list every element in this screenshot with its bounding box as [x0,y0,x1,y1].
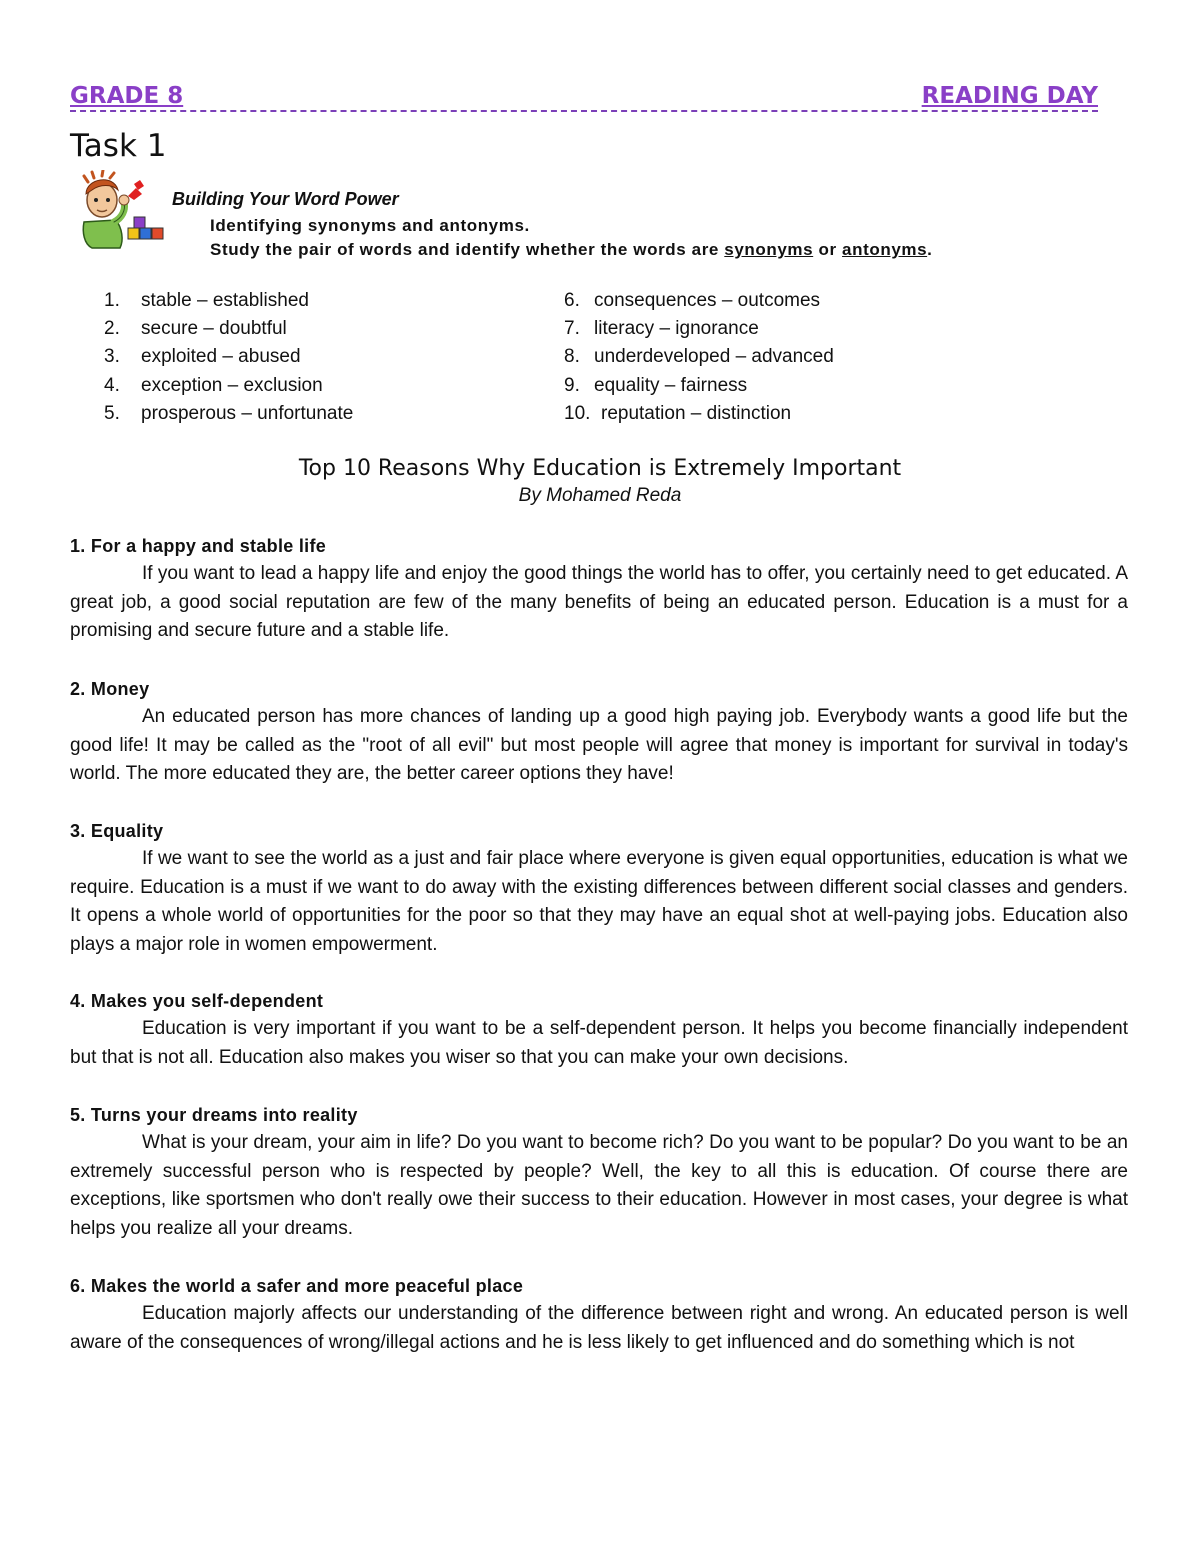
word-pair-text: underdeveloped – advanced [594,346,834,368]
word-pair-text: stable – established [141,290,309,311]
word-pair-text: literacy – ignorance [594,318,759,340]
item-number: 3. [104,346,120,368]
word-pair-text: consequences – outcomes [594,290,821,311]
word-power-subtitle: Identifying synonyms and antonyms. [210,216,530,235]
synonyms-keyword: synonyms [724,240,814,259]
article-section-2 [70,675,1128,789]
section-heading: 2. Money [70,679,150,699]
item-number: 10. [564,402,591,424]
word-pair-text: reputation – distinction [601,402,792,424]
article-byline: By Mohamed Reda [518,485,682,506]
section-body: If we want to see the world as a just and fair place where everyone is given equal opportunities, education is what we require. Education is a must if we want to do away with the existing differences between different social classes and genders. It opens a whole world of opportunities for the poor so that they may have an equal shot at well-paying jobs. Education also plays a major role in women empowerment. [70,848,1128,955]
word-pair-text: secure – doubtful [141,318,287,340]
instruction-period: . [927,240,933,259]
word-pair-text: prosperous – unfortunate [141,402,354,424]
section-heading: 4. Makes you self-dependent [70,991,324,1011]
item-number: 5. [104,402,120,424]
antonyms-keyword: antonyms [842,240,928,259]
item-number: 1. [104,290,120,311]
article-section-1 [70,532,1128,646]
word-pair-text: exception – exclusion [141,374,323,396]
item-number: 2. [104,318,120,340]
word-power-instruction [210,240,932,260]
word-pair-item [104,372,353,400]
article-title: Top 10 Reasons Why Education is Extremely Important [298,456,902,481]
page-header [70,76,1098,112]
section-body: If you want to lead a happy life and enjoy the good things the world has to offer, you certainly need to get educated. A great job, a good social reputation are few of the many benefits of being an educated person. Education is a must for a promising and secure future and a stable life. [70,563,1128,642]
word-pair-text: equality – fairness [594,374,748,396]
reading-day-label: READING DAY [921,83,1098,109]
item-number: 6. [564,290,580,311]
word-power-title: Building Your Word Power [172,189,399,209]
section-heading: 5. Turns your dreams into reality [70,1105,358,1125]
word-pair-item [564,343,834,371]
item-number: 8. [564,346,580,368]
or-text: or [813,240,843,259]
word-pair-item [564,372,834,400]
section-body: An educated person has more chances of landing up a good high paying job. Everybody wants a good life but the good life! It may be called as the "root of all evil" but most people will agree that money is important for survival in today's world. The more educated they are, the better career options they have! [70,706,1128,785]
word-pair-item [104,315,353,343]
item-number: 9. [564,374,580,396]
grade-label: GRADE 8 [70,83,184,109]
word-pair-item [104,287,353,315]
word-pair-list-right [564,287,834,428]
item-number: 7. [564,318,580,340]
article-section-5 [70,1101,1128,1243]
section-body: What is your dream, your aim in life? Do you want to become rich? Do you want to be popular? Do you want to be an extremely successful person who is respected by people? Well, the key to all this is education. Of course there are exceptions, like sportsmen who don't really owe their success to their education. However in most cases, your degree is what helps you realize all your dreams. [70,1132,1128,1239]
word-pair-item [564,400,834,428]
word-pair-text: exploited – abused [141,346,301,368]
instruction-text: Study the pair of words and identify whether the words are [210,240,725,259]
section-body: Education majorly affects our understanding of the difference between right and wrong. An educated person is well aware of the consequences of wrong/illegal actions and he is less likely to get influenced and do something which is not [70,1303,1128,1353]
word-pair-list-left [104,287,353,428]
task-title: Task 1 [70,128,167,164]
thinking-boy-clipart-icon [70,170,166,250]
section-heading: 6. Makes the world a safer and more peaceful place [70,1276,524,1296]
word-pair-item [564,287,834,315]
article-section-4 [70,987,1128,1072]
section-heading: 1. For a happy and stable life [70,536,327,556]
section-body: Education is very important if you want to be a self-dependent person. It helps you become financially independent but that is not all. Education also makes you wiser so that you can make your own decisions. [70,1018,1128,1068]
article-section-3 [70,817,1128,959]
article-section-6 [70,1272,1128,1357]
word-pair-item [564,315,834,343]
word-pair-item [104,343,353,371]
word-pair-item [104,400,353,428]
item-number: 4. [104,374,120,396]
section-heading: 3. Equality [70,821,164,841]
